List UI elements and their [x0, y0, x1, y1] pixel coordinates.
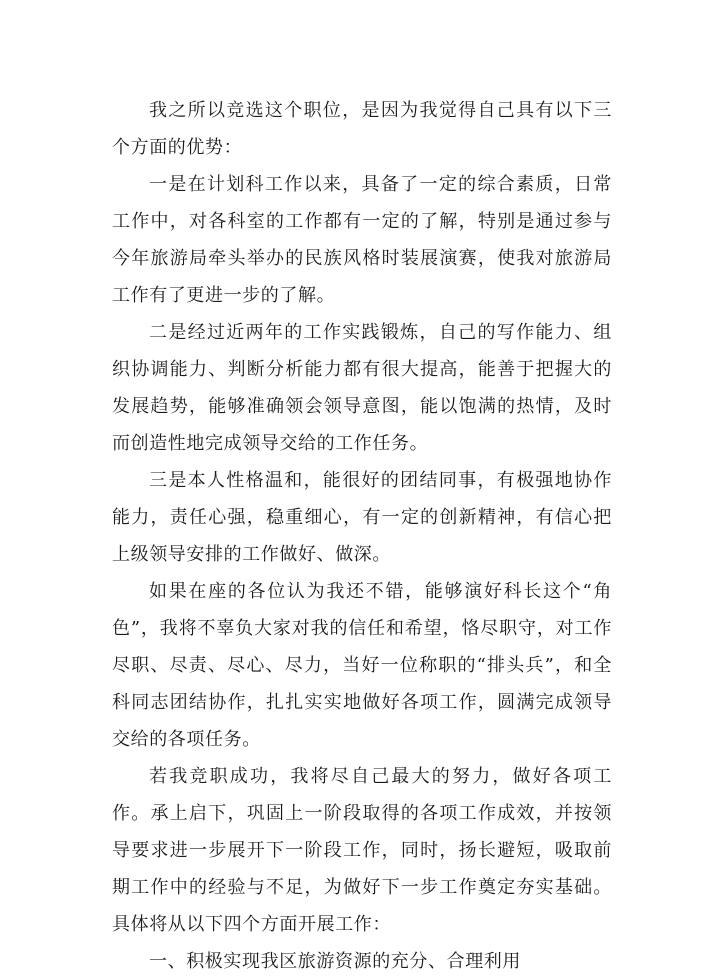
section-heading-one: 一、积极实现我区旅游资源的充分、合理利用 [149, 951, 521, 972]
paragraph-plan: 若我竞职成功，我将尽自己最大的努力，做好各项工作。承上启下，巩固上一阶段取得的各项工作成效，并按领导要求进一步展开下一阶段工作，同时，扬长避短，吸取前期工作中的经验与不足，为做好下一步工作奠定夯实基础。具体将从以下四个方面开展工作： [112, 766, 612, 935]
document-body [112, 92, 612, 980]
paragraph-advantage-two: 二是经过近两年的工作实践锻炼，自己的写作能力、组织协调能力、判断分析能力都有很大提高，能善于把握大的发展趋势，能够准确领会领导意图，能以饱满的热情，及时而创造性地完成领导交给的工作任务。 [112, 322, 612, 454]
paragraph-advantage-three: 三是本人性格温和，能很好的团结同事，有极强地协作能力，责任心强，稳重细心，有一定的创新精神，有信心把上级领导安排的工作做好、做深。 [112, 470, 612, 565]
paragraph-advantage-one: 一是在计划科工作以来，具备了一定的综合素质，日常工作中，对各科室的工作都有一定的了解，特别是通过参与今年旅游局牵头举办的民族风格时装展演赛，使我对旅游局工作有了更进一步的了解。 [112, 174, 612, 306]
paragraph-commitment: 如果在座的各位认为我还不错，能够演好科长这个“角色”，我将不辜负大家对我的信任和希望，恪尽职守，对工作尽职、尽责、尽心、尽力，当好一位称职的“排头兵”，和全科同志团结协作，扎扎实实地做好各项工作，圆满完成领导交给的各项任务。 [112, 581, 612, 750]
paragraph-intro: 我之所以竞选这个职位，是因为我觉得自己具有以下三个方面的优势： [112, 100, 612, 158]
